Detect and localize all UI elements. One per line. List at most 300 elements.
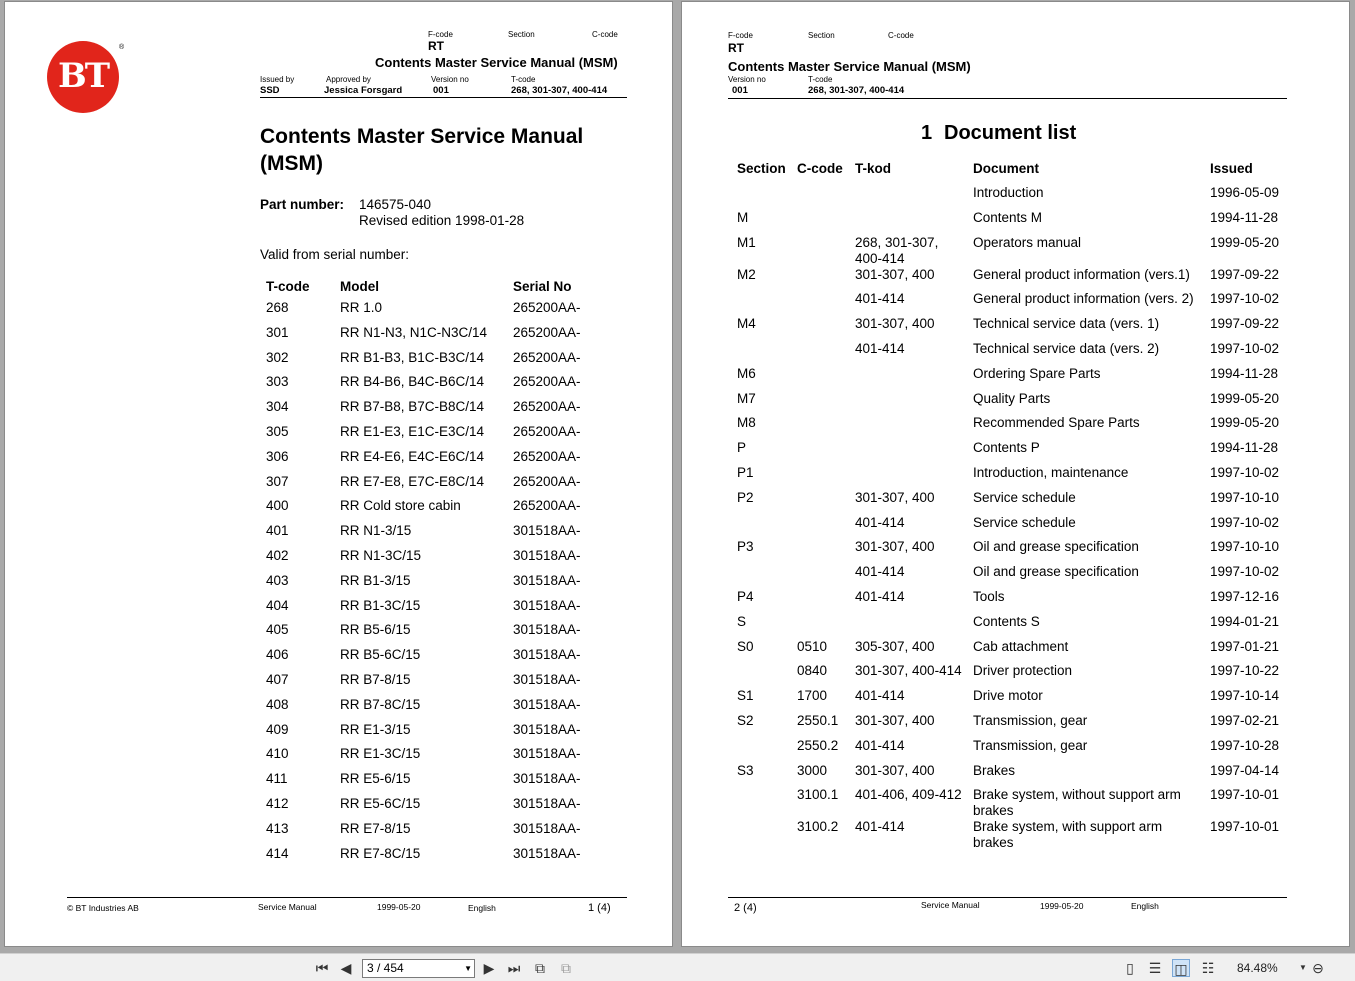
ccode-cell [792,341,850,366]
model-cell: RR B4-B6, B4C-B6C/14 [340,374,485,390]
ccode-cell [792,185,850,210]
model-cell: RR E1-3/15 [340,721,411,737]
tkod-cell: 301-307, 400 [855,266,935,282]
section-cell: P4 [737,588,754,604]
footer-rule [67,897,627,898]
ccode-cell [792,490,850,515]
footer-doc-type: Service Manual [258,902,317,912]
version-label: Version no [728,75,766,84]
table-row [732,539,1285,564]
table-row [732,564,1285,589]
tkod-cell [850,415,968,440]
document-cell: General product information (vers. 2) [973,291,1194,307]
serial-cell: 301518AA- [513,547,581,563]
zoom-dropdown-icon[interactable]: ▼ [1299,963,1307,972]
table-row [732,316,1285,341]
section-cell: M1 [737,234,756,250]
table-row [732,787,1285,819]
approved-by-label: Approved by [326,75,371,84]
section-cell: S [737,613,747,629]
model-cell: RR E7-E8, E7C-E8C/14 [340,473,485,489]
serial-cell: 301518AA- [513,696,581,712]
issued-cell: 1997-09-22 [1210,316,1280,332]
ccode-label: C-code [592,30,618,39]
tkod-cell: 301-307, 400-414 [855,663,962,679]
document-cell: Recommended Spare Parts [973,415,1140,431]
issued-cell: 1997-10-01 [1210,819,1280,835]
previous-page-icon[interactable]: ◀ [340,960,352,976]
tkod-cell: 401-414 [855,819,905,835]
table-row [260,325,587,350]
issued-cell: 1997-10-02 [1210,464,1280,480]
document-table-header [732,161,1285,185]
header-rule [260,97,627,98]
serial-cell: 265200AA- [513,324,581,340]
section-cell [732,341,792,366]
serial-cell: 301518AA- [513,721,581,737]
serial-cell: 265200AA- [513,423,581,439]
table-row [732,763,1285,788]
serial-cell: 301518AA- [513,597,581,613]
document-cell: Quality Parts [973,390,1051,406]
table-row [732,688,1285,713]
serial-cell: 301518AA- [513,647,581,663]
next-page-icon[interactable]: ▶ [483,960,495,976]
serial-cell: 265200AA- [513,300,581,315]
table-row [260,598,587,623]
serial-cell: 301518AA- [513,746,581,762]
table-row [260,350,587,375]
tcode-cell: 410 [266,746,289,762]
document-cell: Brake system, with support arm brakes [973,819,1163,851]
table-row [732,391,1285,416]
tkod-cell: 301-307, 400 [855,712,935,728]
go-back-icon[interactable]: ⧉ [535,960,545,976]
section-label: Section [508,30,535,39]
serial-cell: 301518AA- [513,820,581,836]
tcode-cell: 406 [266,647,289,663]
tcode-cell: 306 [266,448,289,464]
table-row [732,614,1285,639]
section-cell: M2 [737,266,756,282]
section-number: 1 [921,122,933,144]
ccode-cell: 2550.2 [797,737,839,753]
issued-cell: 1997-04-14 [1210,762,1280,778]
footer-rule [728,897,1287,898]
tcode-cell: 412 [266,795,289,811]
table-row [260,622,587,647]
model-cell: RR E4-E6, E4C-E6C/14 [340,448,485,464]
section-cell: M [737,209,749,225]
tcode-cell: 405 [266,622,289,638]
page-number-input[interactable] [362,959,475,978]
footer-page-number: 1 (4) [588,902,611,914]
tcode-cell: 414 [266,845,289,861]
serial-cell: 301518AA- [513,671,581,687]
section-cell: M4 [737,316,756,332]
document-cell: Cab attachment [973,638,1069,654]
footer-language: English [1131,901,1159,911]
document-cell: Transmission, gear [973,712,1088,728]
document-cell: Technical service data (vers. 1) [973,316,1160,332]
tkod-cell [850,366,968,391]
table-row [260,697,587,722]
valid-from-text: Valid from serial number: [260,247,410,262]
ccode-cell: 2550.1 [797,712,839,728]
page-dropdown-icon[interactable]: ▼ [464,964,472,973]
tcode-cell: 301 [266,324,289,340]
footer-date: 1999-05-20 [1040,901,1084,911]
fcode-value: RT [728,41,744,55]
tkod-cell: 401-414 [855,291,905,307]
model-cell: RR B1-3C/15 [340,597,421,613]
document-cell: Service schedule [973,489,1076,505]
last-page-icon[interactable]: ⏭ [507,960,521,976]
table-row [732,738,1285,763]
ccode-cell [792,440,850,465]
tcode-table [260,279,587,870]
document-cell: Operators manual [973,234,1082,250]
tcode-cell: 401 [266,523,289,539]
model-cell: RR Cold store cabin [340,498,461,514]
header-rule [728,98,1287,99]
table-row [732,267,1285,292]
footer-date: 1999-05-20 [377,902,421,912]
col-model: Model [340,279,379,294]
document-cell: Technical service data (vers. 2) [973,340,1160,356]
tkod-cell: 268, 301-307, 400-414 [855,234,939,266]
table-row [732,589,1285,614]
table-row [260,821,587,846]
model-cell: RR B1-B3, B1C-B3C/14 [340,349,485,365]
section-cell [732,291,792,316]
table-row [732,713,1285,738]
tcode-cell: 268 [266,300,289,315]
ccode-cell [792,316,850,341]
table-row [732,235,1285,267]
table-row [260,474,587,499]
ccode-cell [792,267,850,292]
issued-cell: 1997-10-02 [1210,291,1280,307]
tkod-cell: 301-307, 400 [855,539,935,555]
tcode-cell: 303 [266,374,289,390]
serial-cell: 301518AA- [513,523,581,539]
continuous-facing-view-icon[interactable]: ☷ [1201,960,1215,976]
facing-view-icon[interactable]: ◫ [1172,959,1190,977]
table-row [260,523,587,548]
tkod-cell: 401-414 [855,737,905,753]
serial-cell: 265200AA- [513,349,581,365]
issued-cell: 1994-01-21 [1210,613,1280,629]
col-ccode: C-code [797,161,843,176]
ccode-cell [792,391,850,416]
document-cell: Contents P [973,440,1040,456]
issued-cell: 1994-11-28 [1210,209,1279,225]
serial-cell: 301518AA- [513,622,581,638]
table-row [260,399,587,424]
ccode-cell [792,564,850,589]
serial-cell: 301518AA- [513,845,581,861]
ccode-cell: 0510 [797,638,828,654]
section-cell [732,185,792,210]
table-row [260,672,587,697]
ccode-cell: 0840 [797,663,828,679]
issued-cell: 1997-01-21 [1210,638,1280,654]
model-cell: RR E1-3C/15 [340,746,421,762]
section-cell: S3 [737,762,754,778]
tkod-cell: 401-414 [855,514,905,530]
issued-by-value: SSD [260,85,280,96]
issued-cell: 1999-05-20 [1210,390,1280,406]
model-cell: RR E5-6C/15 [340,795,421,811]
tcode-cell: 304 [266,399,289,415]
version-value: 001 [433,85,449,96]
document-cell: Introduction, maintenance [973,464,1129,480]
part-number-label: Part number: [260,197,345,212]
tcode-cell: 413 [266,820,289,836]
col-tkod: T-kod [855,161,891,176]
col-document: Document [973,161,1040,176]
tkod-cell: 305-307, 400 [855,638,935,654]
col-section: Section [737,161,786,176]
table-row [260,746,587,771]
model-cell: RR B7-8C/15 [340,696,421,712]
tcode-value: 268, 301-307, 400-414 [511,85,608,96]
serial-cell: 265200AA- [513,374,581,390]
go-forward-icon[interactable]: ⧉ [561,960,571,976]
tkod-cell: 401-414 [855,688,905,704]
page-2 [681,1,1350,947]
tcode-cell: 305 [266,423,289,439]
tkod-cell [850,391,968,416]
section-cell: P2 [737,489,754,505]
footer-language: English [468,903,496,913]
approved-by-value: Jessica Forsgard [324,85,403,96]
tcode-cell: 404 [266,597,289,613]
tkod-cell: 401-414 [855,340,905,356]
tcode-label: T-code [808,75,833,84]
issued-cell: 1997-10-22 [1210,663,1280,679]
tkod-cell [850,185,968,210]
ccode-cell [792,210,850,235]
document-cell: Driver protection [973,663,1073,679]
section-cell: M6 [737,365,756,381]
model-cell: RR E1-E3, E1C-E3C/14 [340,423,485,439]
tkod-cell: 401-414 [855,588,905,604]
section-cell: M7 [737,390,756,406]
issued-cell: 1997-10-10 [1210,489,1280,505]
model-cell: RR B7-B8, B7C-B8C/14 [340,399,485,415]
issued-cell: 1999-05-20 [1210,415,1280,431]
ccode-cell [792,235,850,267]
table-row [732,341,1285,366]
table-row [732,663,1285,688]
document-cell: Contents S [973,613,1040,629]
tkod-cell: 401-414 [855,564,905,580]
fcode-value: RT [428,39,444,53]
issued-cell: 1997-10-01 [1210,787,1280,803]
model-cell: RR B5-6C/15 [340,647,421,663]
serial-cell: 301518AA- [513,795,581,811]
section-label: Section [808,31,835,40]
tkod-cell [850,210,968,235]
section-cell: M8 [737,415,756,431]
tcode-cell: 407 [266,671,289,687]
col-tcode: T-code [266,279,310,294]
issued-cell: 1997-10-02 [1210,564,1280,580]
table-row [732,515,1285,540]
section-cell: S1 [737,688,754,704]
ccode-cell [792,415,850,440]
registered-mark: ® [119,44,125,51]
document-cell: Tools [973,588,1005,604]
tkod-cell [850,440,968,465]
ccode-cell: 3100.1 [797,787,839,803]
issued-cell: 1997-12-16 [1210,588,1280,604]
document-cell: Drive motor [973,688,1043,704]
section-cell: P3 [737,539,754,555]
tkod-cell: 301-307, 400 [855,762,935,778]
ccode-cell [792,515,850,540]
ccode-cell: 3000 [797,762,828,778]
model-cell: RR B5-6/15 [340,622,411,638]
tkod-cell: 301-307, 400 [855,316,935,332]
header-title: Contents Master Service Manual (MSM) [375,55,618,70]
serial-cell: 301518AA- [513,771,581,787]
footer-copyright: © BT Industries AB [67,903,139,913]
ccode-cell [792,465,850,490]
model-cell: RR E7-8/15 [340,820,411,836]
table-row [732,819,1285,851]
model-cell: RR E7-8C/15 [340,845,421,861]
table-row [260,300,587,325]
section-cell: P [737,440,747,456]
document-cell: Oil and grease specification [973,564,1139,580]
tcode-cell: 400 [266,498,289,514]
issued-cell: 1997-10-14 [1210,688,1280,704]
document-list-table [732,161,1285,851]
table-row [732,366,1285,391]
section-cell [732,819,792,851]
tcode-value: 268, 301-307, 400-414 [808,85,905,96]
model-cell: RR B1-3/15 [340,572,411,588]
page-title-line1: Contents Master Service Manual [260,125,584,148]
issued-cell: 1997-02-21 [1210,712,1280,728]
issued-cell: 1999-05-20 [1210,234,1280,250]
document-cell: Brakes [973,762,1016,778]
part-number-value: 146575-040 [359,197,432,212]
tcode-cell: 403 [266,572,289,588]
table-row [260,449,587,474]
table-row [732,415,1285,440]
ccode-cell [792,291,850,316]
version-label: Version no [431,75,469,84]
model-cell: RR B7-8/15 [340,671,411,687]
document-cell: Introduction [973,185,1044,200]
document-cell: Service schedule [973,514,1076,530]
continuous-view-icon[interactable]: ☰ [1148,960,1162,976]
table-row [260,548,587,573]
col-issued: Issued [1210,161,1253,176]
first-page-icon[interactable]: ⏮ [315,960,329,976]
table-row [260,424,587,449]
header-title: Contents Master Service Manual (MSM) [728,59,971,74]
section-cell [732,738,792,763]
tkod-cell: 401-406, 409-412 [855,787,962,803]
table-row [260,573,587,598]
tcode-cell: 409 [266,721,289,737]
viewer-toolbar [0,953,1355,981]
issued-cell: 1997-10-02 [1210,514,1280,530]
zoom-level[interactable]: 84.48% [1237,961,1278,975]
issued-by-label: Issued by [260,75,295,84]
issued-cell: 1997-09-22 [1210,266,1280,282]
bt-logo-text: BT [57,56,109,96]
revised-edition: Revised edition 1998-01-28 [359,213,525,228]
table-row [732,185,1285,210]
tcode-label: T-code [511,75,536,84]
single-page-view-icon[interactable]: ▯ [1126,960,1134,976]
tcode-cell: 402 [266,547,289,563]
section-cell: S2 [737,712,754,728]
section-cell [732,564,792,589]
issued-cell: 1997-10-10 [1210,539,1280,555]
model-cell: RR N1-3C/15 [340,547,422,563]
document-cell: Oil and grease specification [973,539,1139,555]
tcode-table-header [260,279,587,300]
section-cell [732,787,792,819]
serial-cell: 265200AA- [513,399,581,415]
tcode-cell: 307 [266,473,289,489]
section-cell [732,515,792,540]
document-cell: Transmission, gear [973,737,1088,753]
document-cell: Contents M [973,209,1043,225]
ccode-cell [792,589,850,614]
table-row [732,291,1285,316]
issued-cell: 1996-05-09 [1210,185,1280,200]
table-row [260,498,587,523]
table-row [732,490,1285,515]
table-row [260,374,587,399]
tcode-cell: 411 [266,771,288,787]
model-cell: RR E5-6/15 [340,771,411,787]
zoom-out-icon[interactable]: ⊖ [1312,960,1324,976]
section-cell: S0 [737,638,754,654]
ccode-cell [792,366,850,391]
fcode-label: F-code [728,31,753,40]
table-row [260,647,587,672]
ccode-label: C-code [888,31,914,40]
page-1 [4,1,673,947]
col-serial: Serial No [513,279,572,294]
tcode-cell: 408 [266,696,289,712]
document-cell: Ordering Spare Parts [973,365,1101,381]
ccode-cell [792,614,850,639]
section-heading: Document list [944,122,1077,144]
model-cell: RR 1.0 [340,300,383,315]
serial-cell: 301518AA- [513,572,581,588]
table-row [260,796,587,821]
version-value: 001 [732,85,748,96]
section-cell [732,663,792,688]
ccode-cell [792,539,850,564]
model-cell: RR N1-3/15 [340,523,412,539]
table-row [732,639,1285,664]
page-indicator: 3 / 454 [367,961,404,975]
table-row [732,210,1285,235]
table-row [260,722,587,747]
section-cell: P1 [737,464,754,480]
